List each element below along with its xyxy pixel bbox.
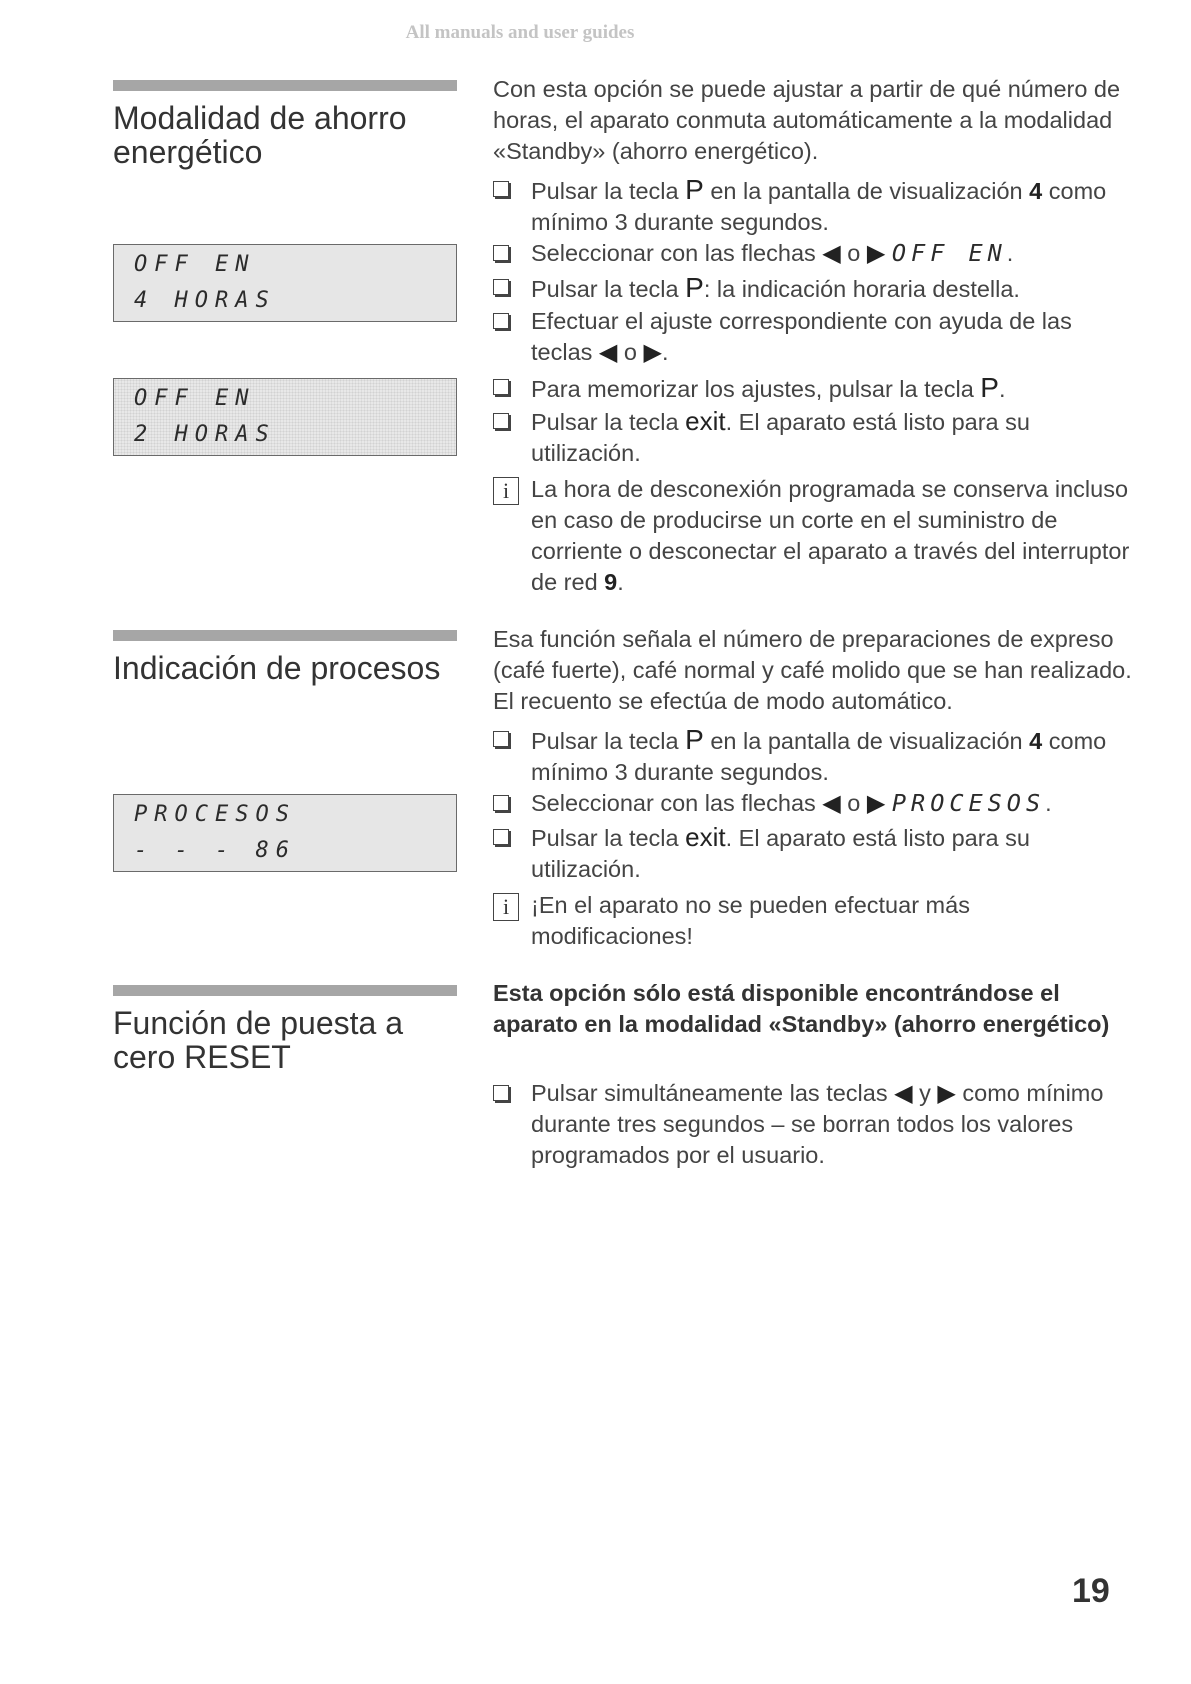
section-divider [113, 80, 457, 91]
energy-step-3: Pulsar la tecla P: la indicación horaria destella. [493, 272, 1133, 305]
page-number: 19 [1072, 1572, 1110, 1610]
arrow-right-icon: ▶ [643, 339, 662, 366]
lcd-line-1: OFF EN [134, 252, 256, 277]
lcd-line-1: OFF EN [134, 386, 256, 411]
lcd-display-off-4h [113, 244, 457, 322]
checkbox-bullet-icon [493, 379, 509, 395]
checkbox-bullet-icon [493, 829, 509, 845]
energy-step-2: Seleccionar con las flechas ◀ o ▶ OFF EN. [493, 238, 1133, 269]
arrow-left-icon: ◀ [598, 339, 618, 366]
energy-step-1: Pulsar la tecla P en la pantalla de visualización 4 como mínimo 3 durante segundos. [493, 174, 1133, 238]
reset-step-1: Pulsar simultáneamente las teclas ◀ y ▶ como mínimo durante tres segundos – se borran todos los valores programados por el usuario. [493, 1078, 1133, 1171]
checkbox-bullet-icon [493, 1085, 509, 1101]
section-divider [113, 985, 457, 996]
p-key-icon: P [685, 272, 704, 303]
section-title-reset: Función de puesta a cero RESET [113, 1005, 403, 1075]
lcd-line-2: - - - 86 [134, 838, 296, 863]
energy-info-note: i La hora de desconexión programada se conserva incluso en caso de producirse un corte en el suministro de corriente o desconectar el aparato a través del interruptor de red 9. [493, 474, 1133, 598]
checkbox-bullet-icon [493, 279, 509, 295]
procesos-step-1: Pulsar la tecla P en la pantalla de visualización 4 como mínimo 3 durante segundos. [493, 724, 1133, 788]
section-title-energy: Modalidad de ahorro energético [113, 100, 407, 170]
arrow-right-icon: ▶ [866, 790, 886, 817]
p-key-icon: P [685, 724, 704, 755]
lcd-line-2: 2 HORAS [134, 422, 276, 447]
checkbox-bullet-icon [493, 313, 509, 329]
energy-intro: Con esta opción se puede ajustar a partir de qué número de horas, el aparato conmuta automáticamente a la modalidad «Standby» (ahorro energético). [493, 76, 1121, 164]
p-key-icon: P [980, 372, 999, 403]
checkbox-bullet-icon [493, 731, 509, 747]
reset-intro: Esta opción sólo está disponible encontrándose el aparato en la modalidad «Standby» (ahorro energético) [493, 980, 1110, 1037]
energy-step-4: Efectuar el ajuste correspondiente con ayuda de las teclas ◀ o ▶. [493, 306, 1133, 368]
p-key-icon: P [685, 174, 704, 205]
arrow-left-icon: ◀ [822, 790, 841, 817]
procesos-step-2: Seleccionar con las flechas ◀ o ▶ PROCESOS. [493, 788, 1133, 819]
lcd-display-off-2h [113, 378, 457, 456]
checkbox-bullet-icon [493, 245, 509, 261]
energy-step-5: Para memorizar los ajustes, pulsar la tecla P. [493, 372, 1133, 405]
energy-step-6: Pulsar la tecla exit. El aparato está listo para su utilización. [493, 406, 1133, 469]
lcd-display-procesos [113, 794, 457, 872]
section-title-procesos: Indicación de procesos [113, 650, 441, 686]
procesos-intro: Esa función señala el número de preparaciones de expreso (café fuerte), café normal y café molido que se han realizado. El recuento se efectúa de modo automático. [493, 626, 1132, 714]
exit-key-icon: exit [685, 822, 726, 852]
info-icon: i [493, 893, 519, 921]
lcd-line-2: 4 HORAS [134, 288, 276, 313]
procesos-step-3: Pulsar la tecla exit. El aparato está listo para su utilización. [493, 822, 1133, 885]
section-divider [113, 630, 457, 641]
exit-key-icon: exit [685, 406, 726, 436]
watermark: All manuals and user guides [405, 22, 635, 43]
info-icon: i [493, 477, 519, 505]
checkbox-bullet-icon [493, 181, 509, 197]
arrow-left-icon: ◀ [894, 1080, 913, 1107]
checkbox-bullet-icon [493, 795, 509, 811]
arrow-right-icon: ▶ [937, 1080, 956, 1107]
arrow-right-icon: ▶ [866, 240, 886, 267]
lcd-line-1: PROCESOS [134, 802, 296, 827]
procesos-info-note: i ¡En el aparato no se pueden efectuar más modificaciones! [493, 890, 1133, 952]
arrow-left-icon: ◀ [822, 240, 841, 267]
checkbox-bullet-icon [493, 413, 509, 429]
